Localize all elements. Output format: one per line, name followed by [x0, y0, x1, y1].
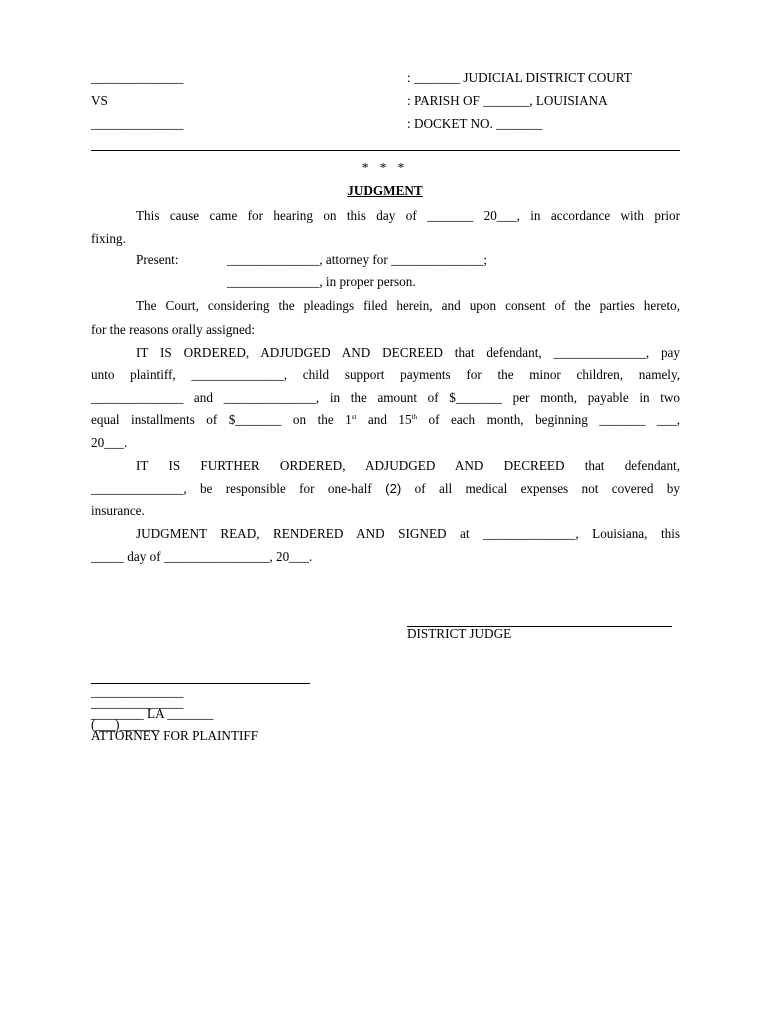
installments-text-a: equal installments of $_______ on the 1 — [91, 412, 352, 427]
caption-defendant-blank: ______________ — [91, 116, 184, 131]
caption-parish: : PARISH OF _______, LOUISIANA — [407, 93, 608, 108]
present-label: Present: — [136, 252, 179, 267]
caption-docket: : DOCKET NO. _______ — [407, 116, 543, 131]
present-proper-person-line: ______________, in proper person. — [227, 274, 416, 289]
paragraph-further-order-line-2 — [91, 481, 680, 497]
present-attorney-line: ______________, attorney for ______________; — [227, 252, 488, 267]
medical-text-a: ______________, be responsible for one-half — [91, 481, 386, 496]
caption-plaintiff-blank: ______________ — [91, 70, 184, 85]
paragraph-further-order-line-1: IT IS FURTHER ORDERED, ADJUDGED AND DECREED that defendant, — [136, 458, 680, 473]
caption-vs: VS — [91, 93, 108, 108]
section-stars: * * * — [361, 160, 409, 175]
paragraph-order-line-2: unto plaintiff, ______________, child support payments for the minor children, namely, — [91, 367, 680, 382]
attorney-name-blank: ______________ — [91, 684, 184, 699]
judge-label: DISTRICT JUDGE — [407, 626, 512, 641]
paragraph-court-line-1: The Court, considering the pleadings filed herein, and upon consent of the parties hereto, — [136, 298, 680, 313]
attorney-city-state: ________ LA _______ — [91, 706, 214, 721]
paragraph-order-line-5: 20___. — [91, 435, 128, 450]
paragraph-further-order-line-3: insurance. — [91, 503, 145, 518]
attorney-label: ATTORNEY FOR PLAINTIFF — [91, 728, 259, 743]
installments-text-b: and 15 — [356, 412, 412, 427]
installments-text-c: of each month, beginning _______ ___, — [417, 412, 680, 427]
paragraph-order-line-1: IT IS ORDERED, ADJUDGED AND DECREED that defendant, ______________, pay — [136, 345, 680, 360]
paragraph-court-line-2: for the reasons orally assigned: — [91, 322, 256, 337]
medical-text-b: of all medical expenses not covered by — [401, 481, 680, 496]
document-title: JUDGMENT — [347, 183, 423, 198]
attorney-phone: (___)______ — [91, 717, 160, 732]
ordinal-th: th — [411, 413, 418, 421]
ordinal-st: st — [351, 413, 357, 421]
attorney-address-blank: ______________ — [91, 695, 184, 710]
caption-court: : _______ JUDICIAL DISTRICT COURT — [407, 70, 632, 85]
medical-number: (2) — [385, 481, 402, 496]
paragraph-order-line-3: ______________ and ______________, in the amount of $_______ per month, payable in two — [91, 390, 680, 405]
paragraph-hearing-line-1: This cause came for hearing on this day of _______ 20___, in accordance with prior — [136, 208, 680, 223]
paragraph-signed-line-1: JUDGMENT READ, RENDERED AND SIGNED at ______________, Louisiana, this — [136, 526, 680, 541]
paragraph-signed-line-2: _____ day of ________________, 20___. — [91, 549, 313, 564]
paragraph-hearing-line-2: fixing. — [91, 231, 126, 246]
caption-divider — [91, 150, 680, 151]
paragraph-order-line-4 — [91, 412, 680, 428]
